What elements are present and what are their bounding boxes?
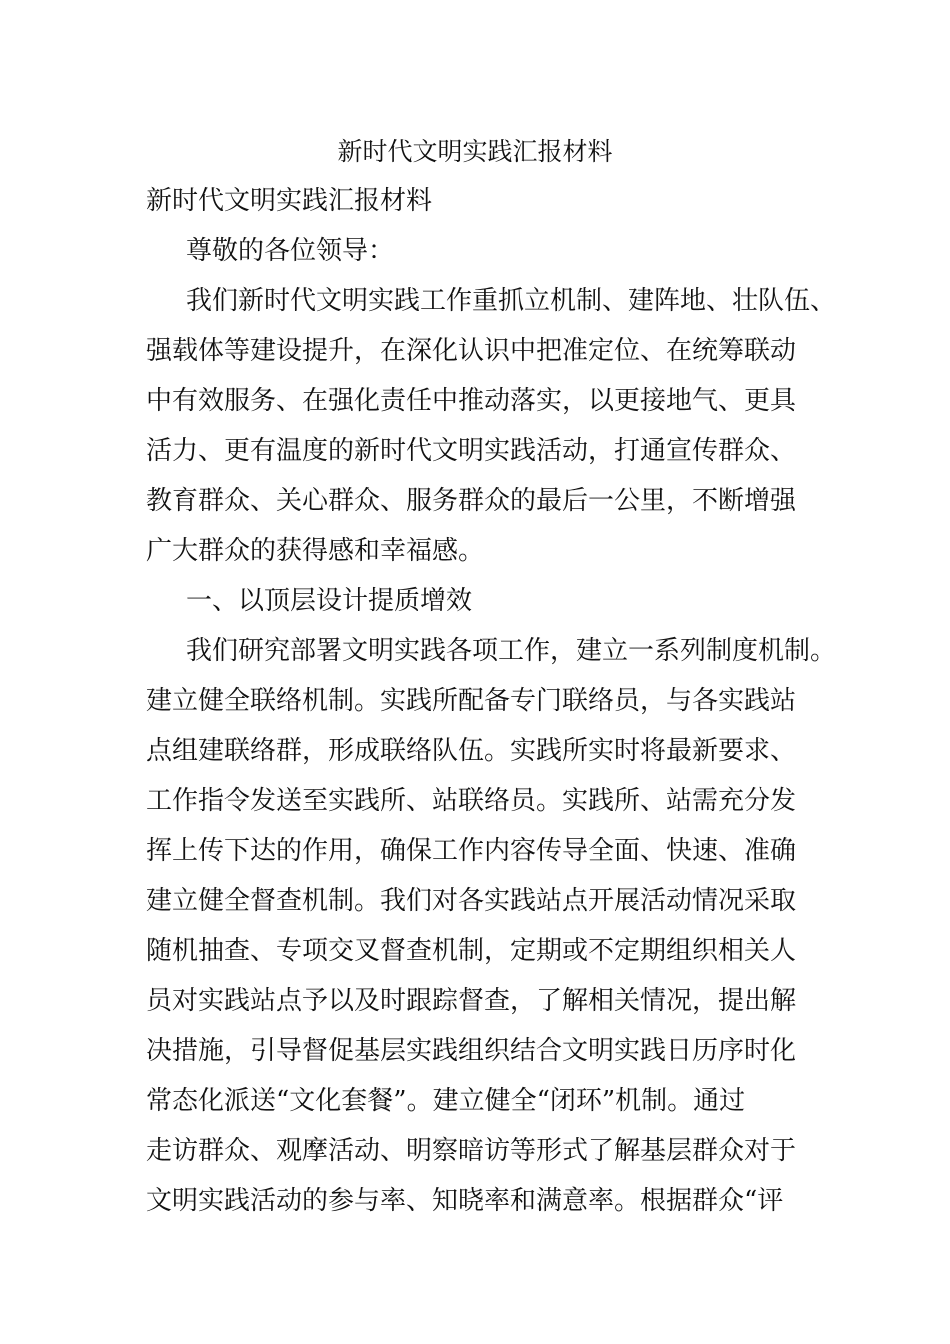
body-line: 尊敬的各位领导： <box>186 236 395 266</box>
document-title: 新时代文明实践汇报材料 <box>337 137 613 166</box>
body-line: 建立健全督查机制。我们对各实践站点开展活动情况采取 <box>146 886 797 916</box>
body-line: 我们研究部署文明实践各项工作，建立一系列制度机制。 <box>186 636 837 666</box>
body-line: 决措施，引导督促基层实践组织结合文明实践日历序时化 <box>146 1036 797 1066</box>
body-line: 活力、更有温度的新时代文明实践活动，打通宣传群众、 <box>146 436 797 466</box>
body-line: 员对实践站点予以及时跟踪督查，了解相关情况，提出解 <box>146 986 797 1016</box>
body-line: 随机抽查、专项交叉督查机制，定期或不定期组织相关人 <box>146 936 797 966</box>
body-line: 强载体等建设提升，在深化认识中把准定位、在统筹联动 <box>146 336 797 366</box>
body-line: 走访群众、观摩活动、明察暗访等形式了解基层群众对于 <box>146 1136 797 1166</box>
body-line: 新时代文明实践汇报材料 <box>146 186 433 216</box>
body-line: 挥上传下达的作用，确保工作内容传导全面、快速、准确 <box>146 836 797 866</box>
body-line: 教育群众、关心群众、服务群众的最后一公里，不断增强 <box>146 486 797 516</box>
body-line: 我们新时代文明实践工作重抓立机制、建阵地、壮队伍、 <box>186 286 837 316</box>
body-line: 工作指令发送至实践所、站联络员。实践所、站需充分发 <box>146 786 797 816</box>
body-line: 建立健全联络机制。实践所配备专门联络员，与各实践站 <box>146 686 797 716</box>
body-line: 文明实践活动的参与率、知晓率和满意率。根据群众“评 <box>146 1186 784 1216</box>
body-line: 广大群众的获得感和幸福感。 <box>146 536 485 566</box>
body-line: 常态化派送“文化套餐”。建立健全“闭环”机制。通过 <box>146 1086 746 1116</box>
body-line: 中有效服务、在强化责任中推动落实，以更接地气、更具 <box>146 386 797 416</box>
section-heading: 一、以顶层设计提质增效 <box>186 586 473 616</box>
body-line: 点组建联络群，形成联络队伍。实践所实时将最新要求、 <box>146 736 797 766</box>
document-body <box>146 176 836 1226</box>
